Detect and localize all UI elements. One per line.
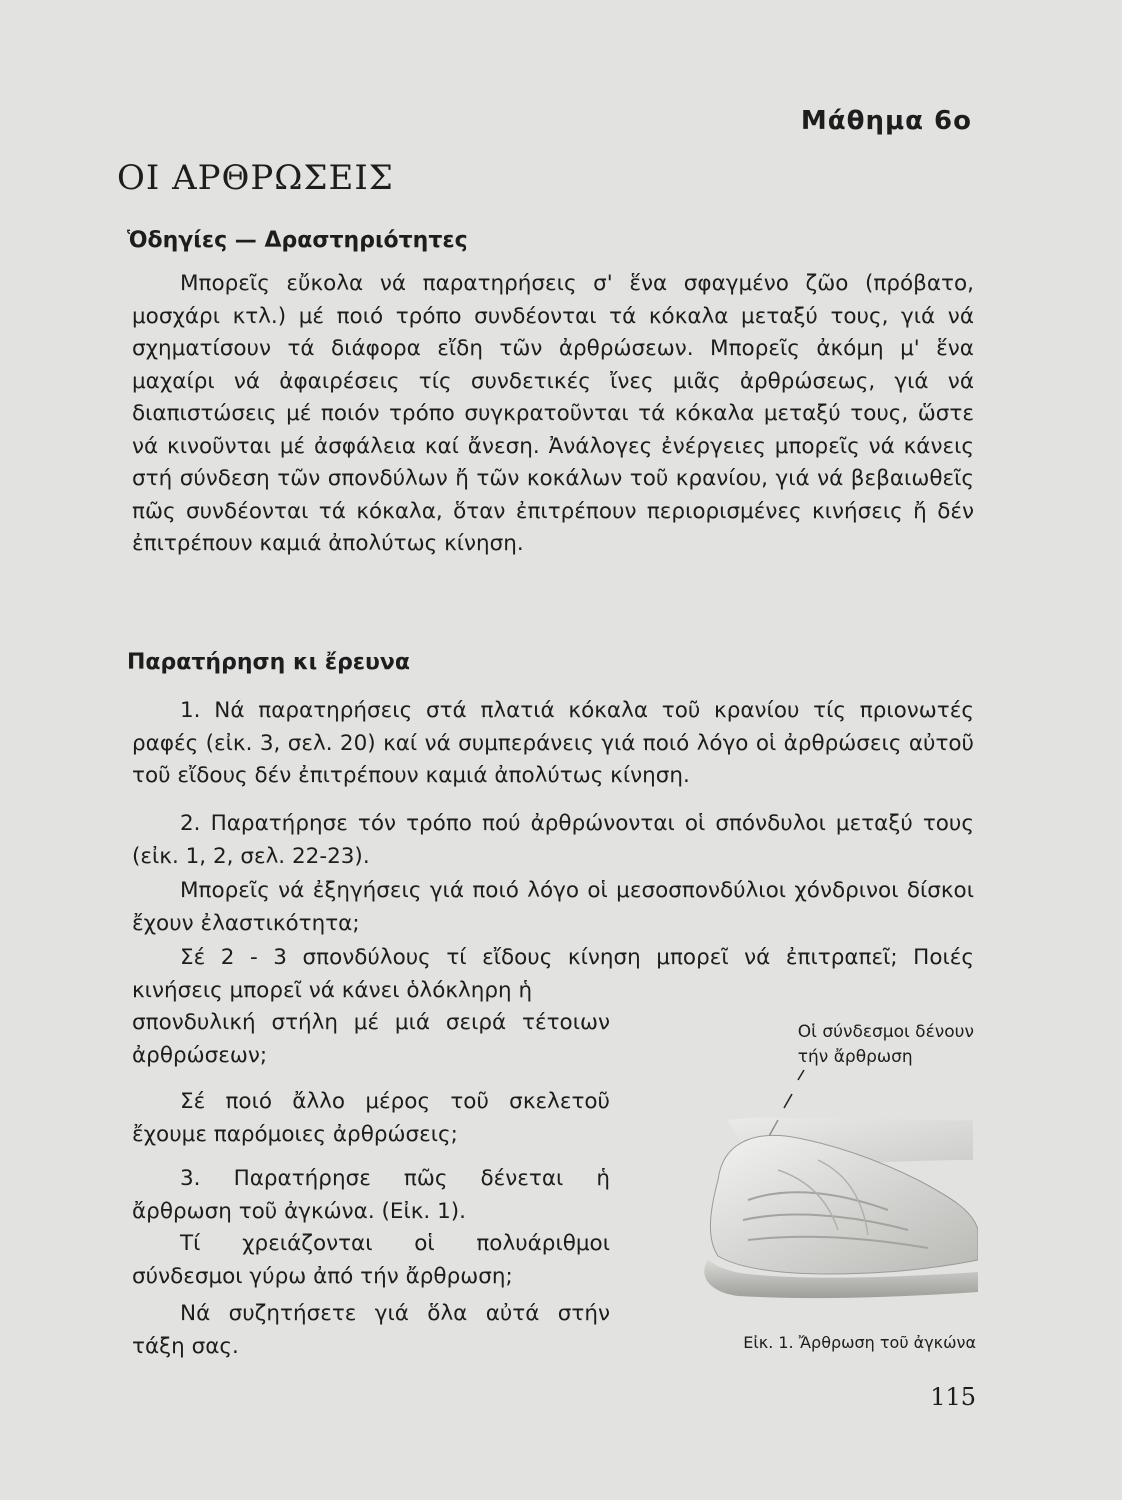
- lesson-label: Μάθημα 6ο: [800, 106, 972, 136]
- page-number: 115: [930, 1383, 976, 1411]
- question-item-2-sub-2-narrow: σπονδυλική στήλη μέ μιά σειρά τέτοιων ἀρθρώσεων;: [132, 1010, 610, 1068]
- question-item-3: 3. Παρατήρησε πῶς δένεται ἡ ἄρθρωση τοῦ ἀγκώνα. (Εἰκ. 1).: [132, 1166, 610, 1224]
- question-item-3-sub-2: Νά συζητήσετε γιά ὅλα αὐτά στήν τάξη σας.: [132, 1301, 610, 1359]
- question-item-2: 2. Παρατήρησε τόν τρόπο πού ἀρθρώνονται οἱ σπόνδυλοι μεταξύ τους (εἰκ. 1, 2, σελ. 22-23).: [132, 811, 974, 869]
- figure-annotation-line-2: τήν ἄρθρωση: [797, 1047, 913, 1067]
- instructions-paragraph: Μπορεῖς εὔκολα νά παρατηρήσεις σ' ἕνα σφαγμένο ζῶο (πρόβατο, μοσχάρι κτλ.) μέ ποιό τρόπο συνδέονται τά κόκαλα μεταξύ τους, γιά νά σχηματίσουν τά διάφορα εἴδη τῶν ἀρθρώσεων. Μπορεῖς ἀκόμη μ' ἕνα μαχαίρι νά ἀφαιρέσεις τίς συνδετικές ἴνες μιᾶς ἀρθρώσεως, γιά νά διαπιστώσεις μέ ποιόν τρόπο συγκρατοῦνται τά κόκαλα μεταξύ τους, ὥστε νά κινοῦνται μέ ἀσφάλεια καί ἄνεση. Ἀνάλογες ἐνέργειες μπορεῖς νά κάνεις στή σύνδεση τῶν σπονδύλων ἤ τῶν κοκάλων τοῦ κρανίου, γιά νά βεβαιωθεῖς πῶς συνδέονται τά κόκαλα, ὅταν ἐπιτρέπουν περιορισμένες κινήσεις ἤ δέν ἐπιτρέπουν καμιά ἀπολύτως κίνηση.: [132, 271, 974, 556]
- figure-annotation-line-1: Οἱ σύνδεσμοι δένουν: [797, 1022, 974, 1042]
- figure-caption: Εἰκ. 1. Ἄρθρωση τοῦ ἀγκώνα: [743, 1333, 976, 1352]
- question-item-2-sub-2-wide: Σέ 2 - 3 σπονδύλους τί εἴδους κίνηση μπορεῖ νά ἐπιτραπεῖ; Ποιές κινήσεις μπορεῖ νά κάνει ὁλόκληρη ἡ: [132, 945, 974, 1003]
- section-heading-instructions: Ὁδηγίες — Δραστηριότητες: [127, 228, 468, 253]
- question-item-2-sub-3: Σέ ποιό ἄλλο μέρος τοῦ σκελετοῦ ἔχουμε παρόμοιες ἀρθρώσεις;: [132, 1089, 610, 1147]
- question-item-3-sub-1: Τί χρειάζονται οἱ πολυάριθμοι σύνδεσμοι γύρω ἀπό τήν ἄρθρωση;: [132, 1231, 610, 1289]
- question-item-1: 1. Νά παρατηρήσεις στά πλατιά κόκαλα τοῦ κρανίου τίς πριονωτές ραφές (εἰκ. 3, σελ. 20) καί νά συμπεράνεις γιά ποιό λόγο οἱ ἀρθρώσεις αὐτοῦ τοῦ εἴδους δέν ἐπιτρέπουν καμιά ἀπολύτως κίνηση.: [132, 698, 974, 788]
- elbow-joint-illustration: [688, 1060, 978, 1300]
- chapter-title: ΟΙ ΑΡΘΡΩΣΕΙΣ: [117, 158, 394, 198]
- section-heading-observation: Παρατήρηση κι ἔρευνα: [127, 650, 411, 675]
- question-item-2-sub-1: Μπορεῖς νά ἐξηγήσεις γιά ποιό λόγο οἱ μεσοσπονδύλιοι χόνδρινοι δίσκοι ἔχουν ἐλαστικότητα;: [132, 878, 974, 936]
